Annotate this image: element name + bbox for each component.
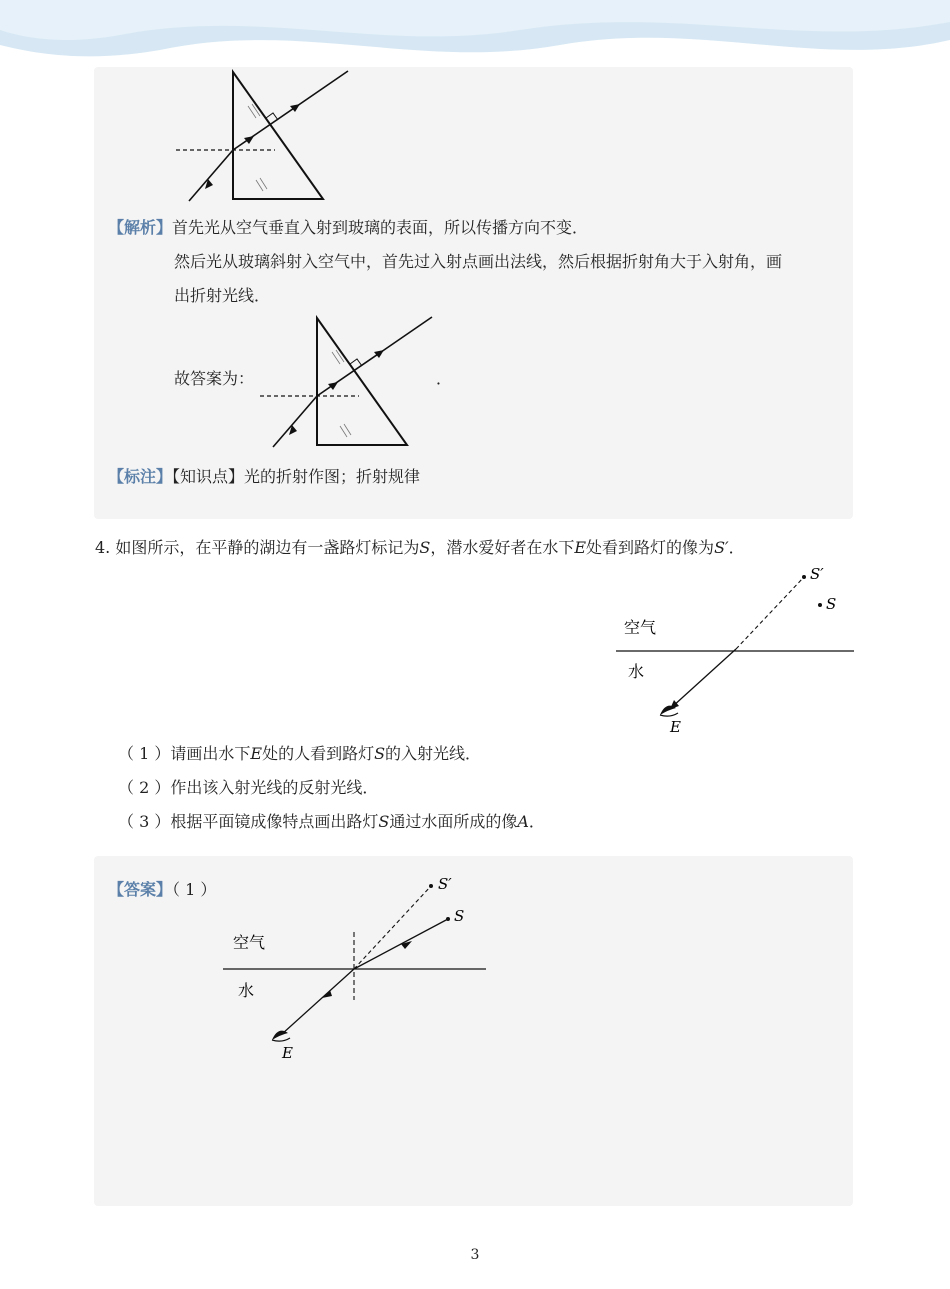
answer-figure [218, 870, 498, 1070]
answer-label-s: S [454, 907, 465, 925]
question4-stem: 4. 如图所示，在平静的湖边有一盏路灯标记为S，潜水爱好者在水下E处看到路灯的像为S′． [95, 538, 745, 557]
note-tag: 【标注】 [108, 467, 173, 486]
subquestion-2: （ 2 ）作出该入射光线的反射光线． [118, 778, 379, 797]
answer-label-s-prime: S′ [438, 875, 452, 893]
analysis-tag: 【解析】 [108, 218, 173, 237]
note-line: 【标注】【知识点】光的折射作图；折射规律 [108, 467, 421, 486]
label-s-prime: S′ [810, 565, 824, 583]
answer-label-water: 水 [238, 981, 255, 1000]
analysis-line-3: 出折射光线． [174, 286, 271, 305]
header-wave-decoration [0, 0, 950, 70]
answer-line: 【答案】（ 1 ） [108, 880, 217, 899]
answer-eye-icon [272, 1031, 290, 1041]
subquestion-1: （ 1 ）请画出水下E处的人看到路灯S的入射光线． [118, 744, 482, 763]
label-e: E [670, 718, 681, 736]
answer-tag: 【答案】 [108, 880, 173, 899]
question-number: 4. [95, 538, 111, 557]
label-water: 水 [628, 662, 645, 681]
answer-label-air: 空气 [233, 933, 266, 952]
answer-prefix: 故答案为： [174, 369, 255, 388]
analysis-line-1: 【解析】首先光从空气垂直入射到玻璃的表面，所以传播方向不变． [108, 218, 589, 237]
answer-suffix: ． [436, 369, 453, 388]
label-air: 空气 [624, 618, 657, 637]
prism-refraction-figure-answer [254, 314, 444, 450]
label-s: S [826, 595, 837, 613]
question4-figure [610, 560, 860, 740]
prism-refraction-figure-top [170, 68, 360, 204]
analysis-line-2: 然后光从玻璃斜射入空气中，首先过入射点画出法线，然后根据折射角大于入射角，画 [174, 252, 783, 271]
subquestion-3: （ 3 ）根据平面镜成像特点画出路灯S通过水面所成的像A． [118, 812, 545, 831]
eye-icon [660, 706, 678, 716]
page-number: 3 [470, 1247, 480, 1263]
answer-label-e: E [282, 1044, 293, 1062]
